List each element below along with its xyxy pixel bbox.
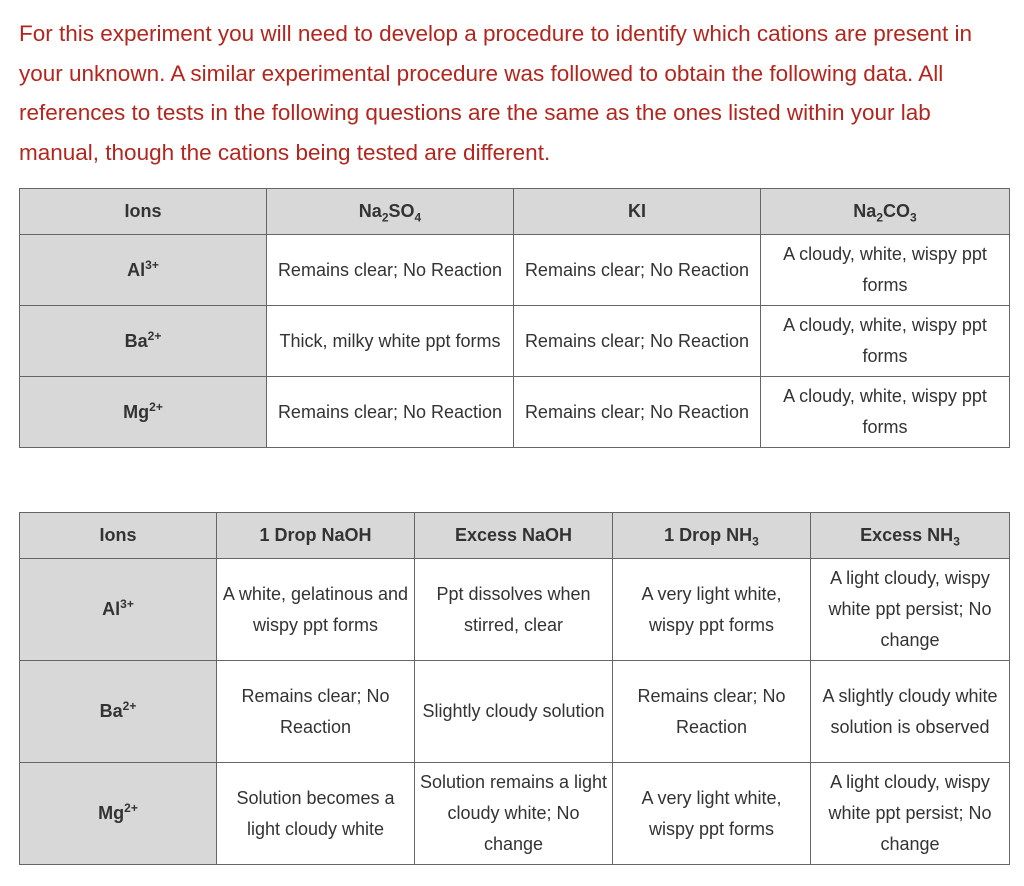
table-cell: Remains clear; No Reaction	[514, 235, 761, 306]
table-cell: Remains clear; No Reaction	[267, 235, 514, 306]
ion-label-ba: $Ba^{2+}$	[20, 661, 217, 763]
ions-header: Ions	[20, 513, 217, 559]
table-cell: Remains clear; No Reaction	[217, 661, 415, 763]
ion-label-al: $Al^{3+}$	[20, 559, 217, 661]
ions-header: Ions	[20, 189, 267, 235]
table-cell: Remains clear; No Reaction	[613, 661, 811, 763]
col-header-1-drop-nh3: 1 Drop $NH_3$	[613, 513, 811, 559]
table-header-row	[20, 513, 1010, 559]
col-header-na2co3: $Na_2CO_3$	[761, 189, 1010, 235]
table-cell: A cloudy, white, wispy ppt forms	[761, 235, 1010, 306]
table-cell: A very light white, wispy ppt forms	[613, 763, 811, 865]
table-cell: Remains clear; No Reaction	[514, 377, 761, 448]
intro-paragraph: For this experiment you will need to develop a procedure to identify which cations are present in your unknown. A similar experimental procedure was followed to obtain the following data. All references to tests in the following questions are the same as the ones listed within your lab manual, though the cations being tested are different.	[19, 21, 973, 165]
table-cell: Slightly cloudy solution	[415, 661, 613, 763]
table-cell: A light cloudy, wispy white ppt persist; No change	[811, 763, 1010, 865]
table-cell: Ppt dissolves when stirred, clear	[415, 559, 613, 661]
col-header-1-drop-naoh: 1 Drop NaOH	[217, 513, 415, 559]
table-row	[20, 661, 1010, 763]
col-header-ki: KI	[514, 189, 761, 235]
table-header-row	[20, 189, 1010, 235]
table-row	[20, 306, 1010, 377]
table-cell: Remains clear; No Reaction	[267, 377, 514, 448]
table-cell: A slightly cloudy white solution is observed	[811, 661, 1010, 763]
table-cell: A light cloudy, wispy white ppt persist; No change	[811, 559, 1010, 661]
table-cell: Thick, milky white ppt forms	[267, 306, 514, 377]
ion-label-mg: $Mg^{2+}$	[20, 377, 267, 448]
table-cell: A cloudy, white, wispy ppt forms	[761, 306, 1010, 377]
table-row	[20, 763, 1010, 865]
table-cell: A white, gelatinous and wispy ppt forms	[217, 559, 415, 661]
table-row	[20, 377, 1010, 448]
table-row	[20, 559, 1010, 661]
table-cell: Remains clear; No Reaction	[514, 306, 761, 377]
table-cell: Solution remains a light cloudy white; No change	[415, 763, 613, 865]
col-header-na2so4: $Na_2SO_4$	[267, 189, 514, 235]
ion-label-al: $Al^{3+}$	[20, 235, 267, 306]
table-cell: A very light white, wispy ppt forms	[613, 559, 811, 661]
ion-label-ba: $Ba^{2+}$	[20, 306, 267, 377]
precipitation-table-salts	[19, 188, 1010, 448]
col-header-excess-nh3: Excess $NH_3$	[811, 513, 1010, 559]
precipitation-table-bases	[19, 512, 1010, 865]
col-header-excess-naoh: Excess NaOH	[415, 513, 613, 559]
table-row	[20, 235, 1010, 306]
table-cell: Solution becomes a light cloudy white	[217, 763, 415, 865]
ion-label-mg: $Mg^{2+}$	[20, 763, 217, 865]
table-cell: A cloudy, white, wispy ppt forms	[761, 377, 1010, 448]
